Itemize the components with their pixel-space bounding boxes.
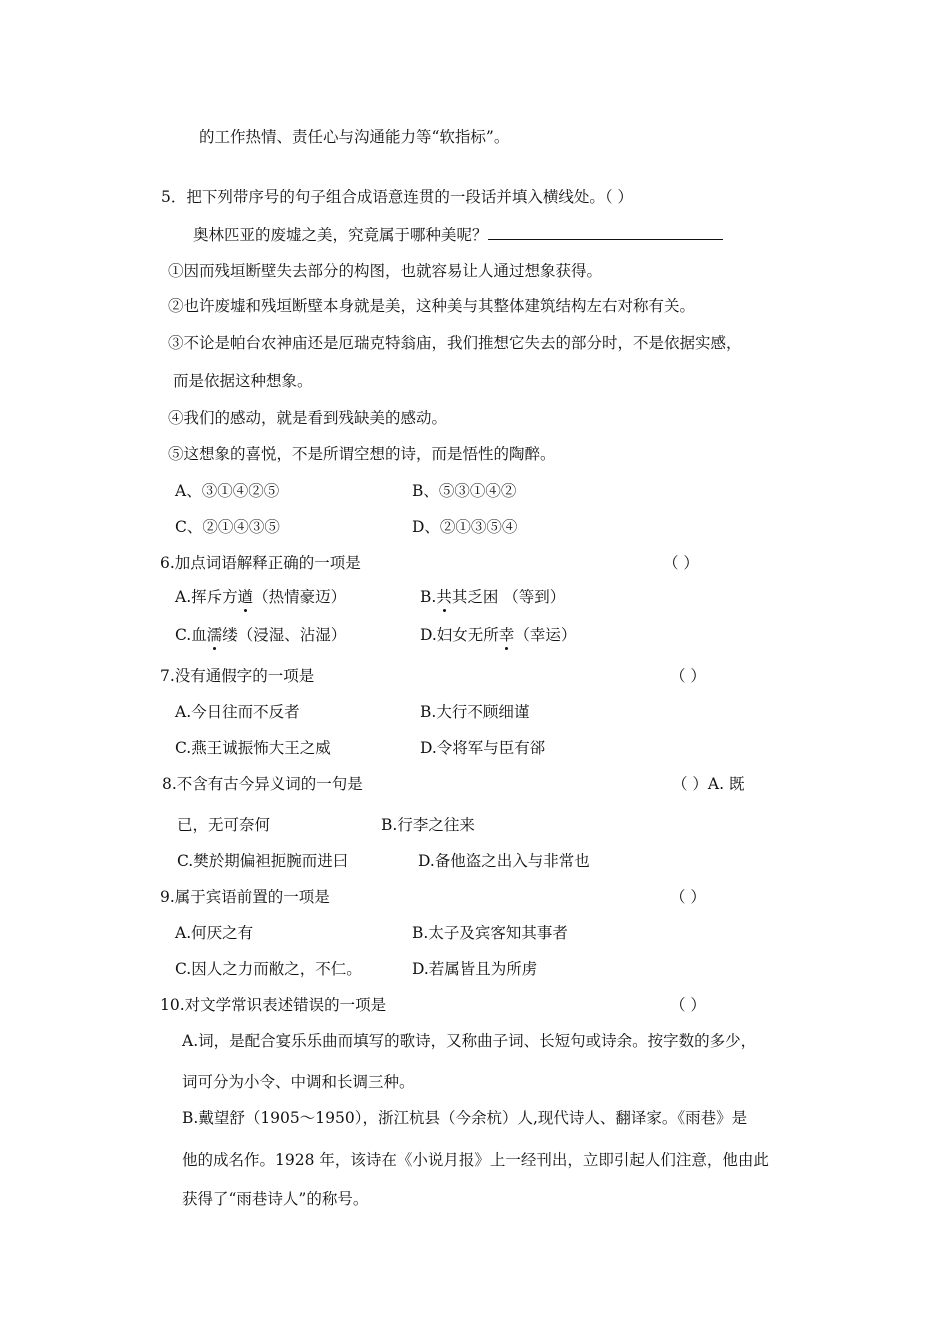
q5-item: ②也许废墟和残垣断壁本身就是美，这种美与其整体建筑结构左右对称有关。 [168,297,696,315]
q8-stem: 8.不含有古今异义词的一句是 [162,775,363,793]
q7-option-c: C.燕王诚振怖大王之威 [175,739,331,757]
dotted-word: 遒 [237,588,254,606]
option-text: （幸运） [514,626,577,644]
q9-option-a: A.何厌之有 [175,924,254,942]
q7-option-d: D.令将军与臣有郤 [420,739,546,757]
q10-option-a-continued: 词可分为小令、中调和长调三种。 [182,1073,415,1091]
option-text: B. [420,588,437,606]
q6-option-d [420,625,576,645]
option-text: （热情豪迈） [253,588,347,606]
q5-item: ④我们的感动，就是看到残缺美的感动。 [168,409,448,427]
q5-item: ①因而残垣断壁失去部分的构图，也就容易让人通过想象获得。 [168,262,603,280]
q10-option-b-continued: 获得了“雨巷诗人”的称号。 [182,1190,369,1208]
q5-item-continued: 而是依据这种想象。 [173,372,313,390]
q8-option-c: C.樊於期偏袒扼腕而进曰 [177,852,349,870]
option-text: A.挥斥方 [175,588,238,606]
q5-item: ⑤这想象的喜悦，不是所谓空想的诗，而是悟性的陶醉。 [168,445,556,463]
q10-option-b: B.戴望舒（1905～1950），浙江杭县（今余杭）人,现代诗人、翻译家。《雨巷》是 [182,1109,748,1127]
q8-option-d: D.备他盗之出入与非常也 [418,852,590,870]
dotted-word: 共 [436,588,452,606]
q5-option-b: B、⑤③①④② [412,482,517,500]
q6-option-c [175,625,346,645]
q10-option-b-continued: 他的成名作。1928 年，该诗在《小说月报》上一经刊出，立即引起人们注意，他由此 [182,1151,769,1169]
q9-option-d: D.若属皆且为所虏 [412,960,538,978]
q5-option-a: A、③①④②⑤ [175,482,280,500]
intro-line: 的工作热情、责任心与沟通能力等“软指标”。 [199,128,510,146]
answer-blank [488,225,723,240]
q7-stem: 7.没有通假字的一项是 [160,667,315,685]
q9-option-c: C.因人之力而敝之，不仁。 [175,960,362,978]
q8-option-a-continued: 已，无可奈何 [177,816,271,834]
q5-lead-text: 奥林匹亚的废墟之美，究竟属于哪种美呢？ [193,226,488,244]
q8-answer-paren: （ ）A. 既 [672,775,745,793]
q6-option-a [175,587,346,607]
q5-stem: 5．把下列带序号的句子组合成语意连贯的一段话并填入横线处。（ ） [161,188,634,206]
dotted-word: 幸 [498,626,515,644]
q5-option-c: C、②①④③⑤ [175,518,280,536]
option-text: 其乏困 （等到） [451,588,566,606]
q5-lead [193,225,723,245]
q9-stem: 9.属于宾语前置的一项是 [160,888,330,906]
option-text: D.妇女无所 [420,626,499,644]
q5-item: ③不论是帕台农神庙还是厄瑞克特翁庙，我们推想它失去的部分时，不是依据实感， [168,334,742,352]
dotted-word: 濡 [206,626,223,644]
option-text: 缕（浸湿、沾湿） [222,626,347,644]
q7-option-b: B.大行不顾细谨 [420,703,530,721]
q7-option-a: A.今日往而不反者 [175,703,300,721]
q6-stem: 6.加点词语解释正确的一项是 [160,554,361,572]
q8-option-b: B.行李之往来 [381,816,475,834]
q5-option-d: D、②①③⑤④ [412,518,518,536]
q10-stem: 10.对文学常识表述错误的一项是 [160,996,387,1014]
q9-option-b: B.太子及宾客知其事者 [412,924,568,942]
q10-option-a: A.词，是配合宴乐乐曲而填写的歌诗，又称曲子词、长短句或诗余。按字数的多少， [182,1032,757,1050]
q6-option-b [420,587,565,607]
q10-answer-paren: （ ） [670,996,706,1014]
option-text: C.血 [175,626,207,644]
q6-answer-paren: （ ） [663,554,699,572]
q7-answer-paren: （ ） [670,667,706,685]
q9-answer-paren: （ ） [670,888,706,906]
